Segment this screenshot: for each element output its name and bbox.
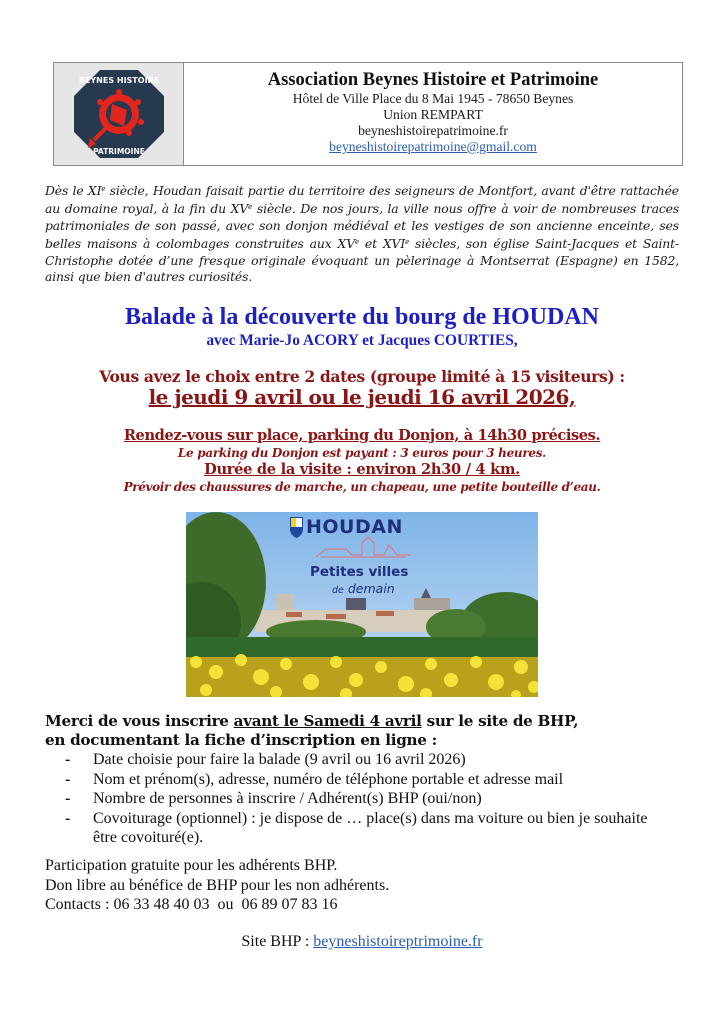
site-line xyxy=(0,933,724,951)
registration-deadline: avant le Samedi 4 avril xyxy=(233,712,422,730)
list-item xyxy=(65,750,685,770)
list-item xyxy=(65,789,685,809)
event-guides: avec Marie-Jo ACORY et Jacques COURTIES, xyxy=(206,332,518,349)
list-item xyxy=(65,770,685,790)
registration-heading xyxy=(45,712,685,731)
list-item-text: Nom et prénom(s), adresse, numéro de téléphone portable et adresse mail xyxy=(93,770,564,788)
registration-heading-text: Merci de vous inscrire xyxy=(45,712,234,730)
event-duration: Durée de la visite : environ 2h30 / 4 km. xyxy=(204,461,520,478)
contacts: Contacts : 06 33 48 40 03 ou 06 89 07 83 16 xyxy=(45,896,338,913)
bullet-dash: - xyxy=(65,770,71,788)
intro-text: et XVI xyxy=(359,236,406,252)
slogan-line-2 xyxy=(332,581,395,596)
bullet-dash: - xyxy=(65,790,71,807)
event-date-choice: Vous avez le choix entre 2 dates (groupe limité à 15 visiteurs) : xyxy=(99,367,625,386)
list-item xyxy=(65,809,648,848)
intro-text: siècles, son église Saint-Jacques et Saint-Christophe dotée d’une fresque originale évoquant un pèlerinage à Montserrat (Espagne) en 1582, ainsi que bien d'autres curiosités. xyxy=(45,236,680,285)
association-address: Hôtel de Ville Place du 8 Mai 1945 - 78650 Beynes xyxy=(292,91,574,106)
registration-heading-line2: en documentant la fiche d’inscription en ligne : xyxy=(45,731,437,749)
registration-heading-text: sur le site de BHP, xyxy=(421,712,579,730)
event-dates: le jeudi 9 avril ou le jeudi 16 avril 2026, xyxy=(148,385,576,409)
intro-text: siècle, Houdan faisait partie du territoire des seigneurs de Montfort, avant d'être rattachée au domaine royal, à la fin du XV xyxy=(45,183,679,217)
landscape-illustration xyxy=(186,512,538,697)
list-item-text: Nombre de personnes à inscrire / Adhérent(s) BHP (oui/non) xyxy=(93,790,482,807)
registration-section xyxy=(45,712,685,848)
event-equipment: Prévoir des chaussures de marche, un chapeau, une petite bouteille d’eau. xyxy=(123,480,601,494)
donation-note: Don libre au bénéfice de BHP pour les non adhérents. xyxy=(45,876,390,894)
association-website: beyneshistoirepatrimoine.fr xyxy=(358,123,508,138)
association-name: Association Beynes Histoire et Patrimoine xyxy=(267,70,599,90)
intro-paragraph xyxy=(45,181,679,285)
intro-sup: e xyxy=(248,203,253,212)
bullet-dash: - xyxy=(65,809,71,827)
bullet-dash: - xyxy=(65,751,71,768)
list-item-text: Covoiturage (optionnel) : je dispose de … place(s) dans ma voiture ou bien je souhaite être covoituré(e). xyxy=(93,809,648,846)
list-item-text: Date choisie pour faire la balade (9 avril ou 16 avril 2026) xyxy=(93,751,466,768)
slogan-demain: demain xyxy=(347,581,395,596)
houdan-photo xyxy=(186,512,538,697)
association-header xyxy=(53,62,683,166)
slogan-de: de xyxy=(332,585,344,596)
footer-info xyxy=(45,856,389,915)
logo-text-bottom: PATRIMOINE xyxy=(92,147,145,156)
participation-note: Participation gratuite pour les adhérents BHP. xyxy=(45,857,338,874)
site-label: Site BHP : xyxy=(241,933,314,950)
intro-sup: e xyxy=(405,238,410,247)
registration-list xyxy=(45,750,685,848)
intro-text: Dès le XI xyxy=(45,183,102,198)
association-email-link[interactable]: beyneshistoirepatrimoine@gmail.com xyxy=(329,139,537,154)
header-text xyxy=(184,63,682,165)
site-link[interactable]: beyneshistoireptrimoine.fr xyxy=(313,933,483,950)
event-title: Balade à la découverte du bourg de HOUDAN xyxy=(125,304,599,330)
association-union: Union REMPART xyxy=(383,107,483,122)
intro-text: siècle. De nos jours, la ville nous offre à voir de nombreuses traces patrimoniales de son passé, avec son donjon médiéval et les vestiges de son ancienne enceinte, ses belles maisons à colombages construites aux XV xyxy=(45,201,679,252)
slogan-line-1: Petites villes xyxy=(310,564,409,580)
intro-sup: e xyxy=(355,238,359,247)
intro-sup: e xyxy=(101,185,106,193)
logo-cell xyxy=(54,63,184,165)
event-parking-note: Le parking du Donjon est payant : 3 euros pour 3 heures. xyxy=(177,446,547,460)
logo-text-top: BEYNES HISTOIRE xyxy=(78,76,159,85)
association-logo xyxy=(72,68,166,160)
houdan-brand: HOUDAN xyxy=(306,516,403,538)
event-meeting-point: Rendez-vous sur place, parking du Donjon, à 14h30 précises. xyxy=(123,427,601,444)
